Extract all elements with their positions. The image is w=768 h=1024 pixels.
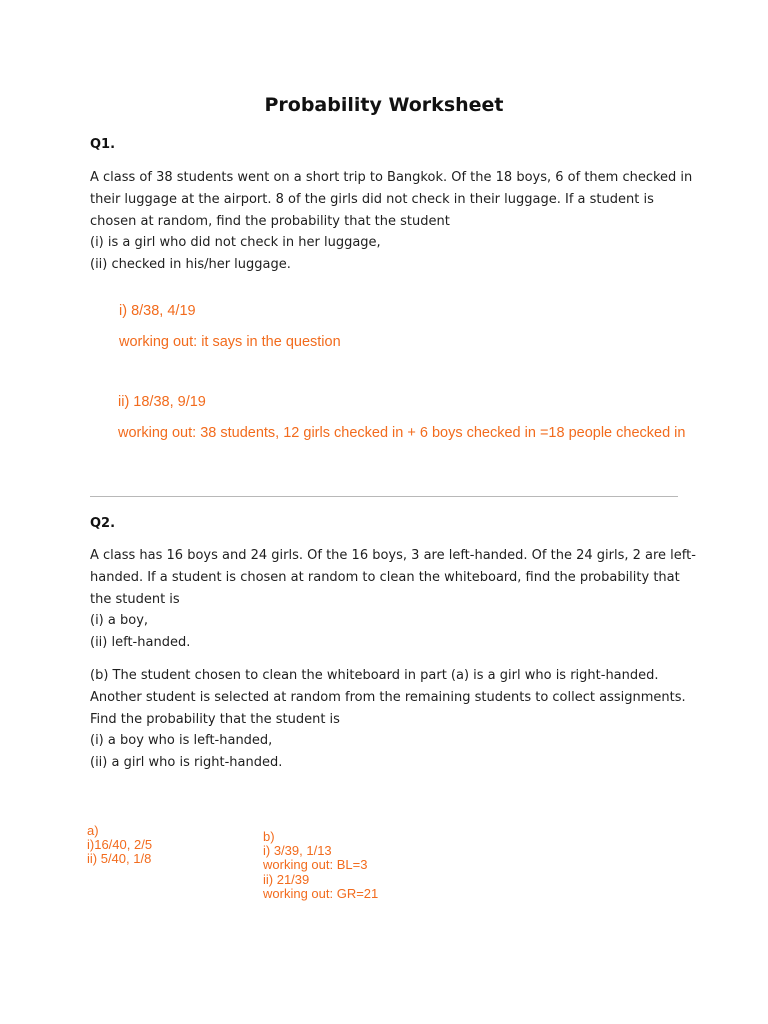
q2-label: Q2.	[90, 516, 116, 531]
q1-line: chosen at random, find the probability that the student	[90, 213, 450, 229]
q2-answer-a-line: ii) 5/40, 1/8	[87, 851, 152, 867]
q2-answer-b-line: ii) 21/39	[263, 871, 310, 887]
q2-b-line: Find the probability that the student is	[90, 711, 340, 727]
q2-answer-b-line: b)	[263, 829, 275, 844]
q1-answer-ii: ii) 18/38, 9/19	[118, 394, 206, 410]
q1-line: (ii) checked in his/her luggage.	[90, 257, 291, 273]
q2-answer-b-line: working out: GR=21	[263, 885, 379, 901]
q2-part-a-text	[90, 545, 696, 654]
section-divider	[90, 496, 678, 497]
q1-working-i: working out: it says in the question	[119, 334, 341, 350]
q1-question-text	[90, 167, 693, 276]
q2-a-line: (i) a boy,	[90, 613, 149, 629]
q2-a-line: the student is	[90, 591, 180, 607]
q2-answer-a-line: i)16/40, 2/5	[87, 837, 153, 853]
q2-b-line: (b) The student chosen to clean the whiteboard in part (a) is a girl who is right-handed.	[90, 668, 659, 683]
q2-b-line: (i) a boy who is left-handed,	[90, 733, 273, 749]
q2-answer-a-line: a)	[87, 823, 99, 838]
q2-b-line: (ii) a girl who is right-handed.	[90, 755, 283, 771]
q2-a-line: A class has 16 boys and 24 girls. Of the 16 boys, 3 are left-handed. Of the 24 girls, 2 are left-	[90, 548, 696, 563]
q1-line: A class of 38 students went on a short trip to Bangkok. Of the 18 boys, 6 of them checked in	[90, 170, 693, 185]
q2-b-line: Another student is selected at random from the remaining students to collect assignments.	[90, 689, 686, 705]
q2-answers-b	[263, 830, 378, 901]
q1-line: (i) is a girl who did not check in her luggage,	[90, 235, 381, 251]
q2-answer-b-line: i) 3/39, 1/13	[263, 843, 332, 859]
q1-label: Q1.	[90, 137, 116, 152]
q1-working-ii: working out: 38 students, 12 girls checked in + 6 boys checked in =18 people checked in	[118, 425, 686, 441]
q2-answer-b-line: working out: BL=3	[263, 857, 368, 873]
q2-a-line: handed. If a student is chosen at random to clean the whiteboard, find the probability that	[90, 569, 680, 585]
page-title: Probability Worksheet	[264, 94, 504, 116]
q2-a-line: (ii) left-handed.	[90, 635, 191, 651]
q1-answer-i: i) 8/38, 4/19	[119, 303, 196, 319]
q1-line: their luggage at the airport. 8 of the girls did not check in their luggage. If a student is	[90, 191, 654, 207]
q2-answers-a	[87, 824, 152, 867]
q2-part-b-text	[90, 665, 690, 774]
